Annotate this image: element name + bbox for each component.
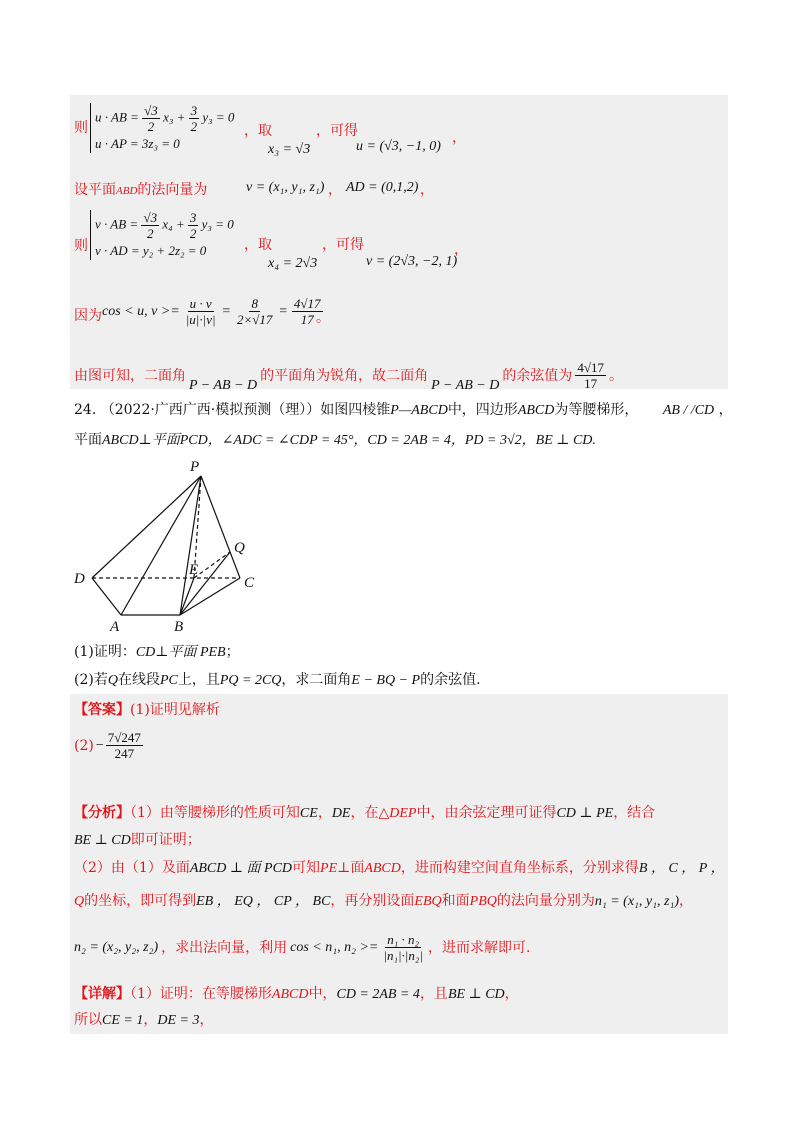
analysis-line-3: （2）由（1）及面ABCD ⊥ 面 PCD可知PE⊥面ABCD，进而构建空间直角坐标系，分别求得B ， C ， P ， [74, 860, 725, 876]
label-c: C [244, 575, 255, 591]
then-label-1: 则 [74, 120, 88, 136]
v-definition: v = (x₁, y₁, z₁) [246, 180, 325, 195]
u-vector-value: u = (√3, −1, 0) [356, 139, 441, 154]
analysis-line-2: BE ⊥ CD即可证明； [74, 832, 201, 848]
analysis-line-1: 【分析】（1）由等腰梯形的性质可知CE，DE，在△DEP中，由余弦定理可证得CD ⊥ PE，结合 [74, 805, 656, 821]
edge-pc [201, 476, 240, 578]
edge-da [92, 578, 121, 615]
label-b: B [174, 619, 184, 635]
question-1: (1)证明：CD⊥平面 PEB； [74, 644, 240, 660]
answer-line-2: (2) − $\frac{7√247}{247}$ [74, 730, 141, 761]
ad-vector: AD = (0,1,2) [346, 180, 419, 195]
get-label-1: ，可得 [316, 123, 358, 139]
set-plane-line: 设平面ABD的法向量为 [74, 182, 208, 198]
edge-pd [92, 476, 201, 578]
label-e: E [189, 562, 199, 578]
label-p: P [190, 459, 200, 475]
then-label-2: 则 [74, 238, 88, 254]
edge-pb [180, 476, 201, 615]
edge-pa [121, 476, 201, 615]
problem-statement-line2: 平面ABCD⊥平面PCD，∠ADC = ∠CDP = 45°，CD = 2AB = 4，PD = 3√2，BE ⊥ CD. [74, 432, 596, 448]
problem-statement-line1: 24. （2022·广西广西·模拟预测（理））如图四棱锥P—ABCD中，四边形ABCD为等腰梯形， AB / /CD ， [74, 402, 733, 418]
v-vector-value: v = (2√3, −2, 1) [366, 254, 458, 269]
take-value-2: x₄ = 2√3 [268, 256, 318, 271]
question-2: (2)若Q在线段PC上，且PQ = 2CQ，求二面角E − BQ − P的余弦值. [74, 672, 481, 688]
get-label-2: ，可得 [322, 237, 364, 253]
detail-line-2: 所以CE = 1，DE = 3， [74, 1012, 214, 1028]
comma-1: ， [452, 130, 466, 146]
edge-bc [180, 578, 240, 615]
cos-expression: cos < u, v >= $\frac{u \cdot v}{|u|\cdot|v|}$ = $\frac{8}{2\times√17}$ = $\frac{4√17}{17}$ [102, 296, 321, 327]
answer-line-1: 【答案】(1)证明见解析 [74, 702, 220, 718]
label-a: A [110, 619, 120, 635]
comma-2: ， [328, 182, 342, 198]
conclusion-line: 由图可知，二面角 P − AB − D 的平面角为锐角，故二面角 P − AB − D 的余弦值为 $\frac{4√17}{17}$ 。 [74, 360, 623, 393]
take-label-1: ，取 [244, 123, 272, 139]
label-d: D [74, 571, 85, 587]
period-1: 。 [316, 310, 330, 326]
edge-be [180, 578, 194, 615]
equation-system-2: v · AB = $\frac{√3}{2}$ x₄ + $\frac{3}{2}$ y₃ = 0 v · AD = y₂ + 2z₂ = 0 [90, 210, 234, 260]
detail-line-1: 【详解】（1）证明：在等腰梯形ABCD中，CD = 2AB = 4，且BE ⊥ CD， [74, 986, 519, 1002]
analysis-line-4: Q的坐标，即可得到EB ， EQ ， CP ， BC，再分别设面EBQ和面PBQ的法向量分别为n₁ = (x₁, y₁, z₁)， [74, 893, 693, 909]
take-label-2: ，取 [244, 237, 272, 253]
analysis-line-5: n₂ = (x₂, y₂, z₂) ，求出法向量，利用 cos < n₁, n₂ >= $\frac{\text{n₁ · n₂}}{\text{|n₁|·|n₂|}}$ ，进而求解即可. [74, 932, 531, 963]
equation-system-1: u · AB = $\frac{√3}{2}$ x₃ + $\frac{3}{2}$ y₃ = 0 u · AP = 3z₃ = 0 [90, 103, 234, 153]
comma-4: ， [454, 242, 468, 258]
because-label: 因为 [74, 308, 102, 324]
pyramid-figure [70, 455, 270, 635]
label-q: Q [234, 540, 245, 556]
take-value-1: x₃ = √3 [268, 142, 311, 157]
comma-3: ， [420, 182, 434, 198]
